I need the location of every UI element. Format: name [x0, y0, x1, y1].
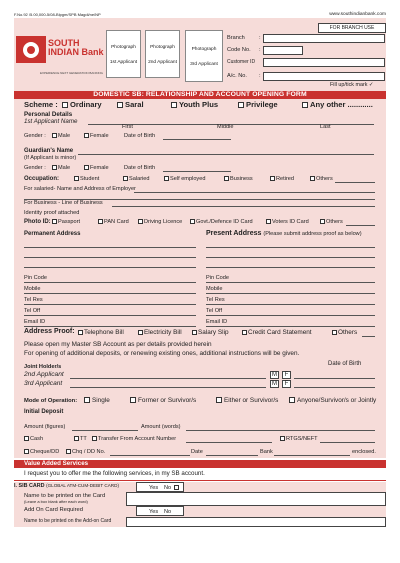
addon-card-no[interactable]: No	[164, 508, 172, 515]
perm-email-input[interactable]	[24, 326, 196, 327]
guardian-note: (If Applicant is minor)	[24, 155, 77, 161]
second-applicant-input[interactable]	[70, 378, 266, 379]
identity-proof-label: Identity proof attached	[24, 210, 80, 216]
guardian-label: Guardian's Name	[24, 148, 74, 154]
permanent-address-label: Permanent Address	[24, 231, 81, 237]
amount-words-label: Amount (words)	[141, 424, 181, 430]
photo-id-driving-licence[interactable]: Driving Licence	[138, 219, 182, 225]
present-address-line-1[interactable]	[206, 247, 375, 248]
deposit-cheque[interactable]: Cheque/DD	[24, 449, 59, 455]
addon-name-label: Name to be printed on the Add-on Card	[24, 518, 112, 524]
pres-tel-res-input[interactable]	[206, 304, 375, 305]
permanent-address-line-2[interactable]	[24, 257, 196, 258]
deposit-cash[interactable]: Cash	[24, 436, 43, 442]
chq-bank-label: Bank	[260, 449, 273, 455]
photo-applicant: 2nd Applicant	[148, 60, 177, 65]
branch-input[interactable]	[263, 34, 385, 43]
photo-box-1[interactable]	[106, 30, 141, 78]
sib-card-no-checkbox[interactable]	[174, 485, 179, 490]
chq-date-label: Date	[191, 449, 203, 455]
operation-anyone-jointly[interactable]: Anyone/Survivor/s or Jointly	[289, 397, 376, 404]
pres-email-input[interactable]	[206, 326, 375, 327]
addon-card-label: Add On Card Required	[24, 507, 83, 513]
occupation-self-employed[interactable]: Self employed	[164, 176, 205, 182]
photo-label: Photograph	[111, 45, 136, 50]
address-proof-credit-card[interactable]: Credit Card Statement	[242, 329, 312, 336]
perm-mobile-input[interactable]	[24, 293, 196, 294]
sib-card-yes-no	[136, 482, 184, 492]
name-on-card-input[interactable]	[126, 492, 386, 506]
photo-applicant: 3rd Applicant	[190, 62, 218, 67]
occupation-student[interactable]: Student	[74, 176, 99, 182]
photo-id-label: Photo ID:	[24, 219, 51, 225]
address-proof-others[interactable]: Others	[332, 329, 357, 336]
pres-tel-off-input[interactable]	[206, 315, 375, 316]
third-applicant-f[interactable]: F	[282, 380, 291, 388]
fill-up-note: Fill up/tick mark ✓	[330, 82, 374, 88]
amount-figures-input[interactable]	[72, 430, 138, 431]
pres-mobile-input[interactable]	[206, 293, 375, 294]
guardian-gender-male[interactable]: Male	[52, 165, 70, 171]
name-first-label: First	[122, 124, 133, 130]
form-title: DOMESTIC SB: RELATIONSHIP AND ACCOUNT OPENING FORM	[14, 91, 386, 99]
name-on-card-label: Name to be printed on the Card	[24, 493, 106, 499]
guardian-gender-female[interactable]: Female	[84, 165, 109, 171]
rtgs-input[interactable]	[320, 442, 375, 443]
name-on-card-note: (Leave a box blank after each word)	[24, 499, 88, 504]
chq-bank-input[interactable]	[274, 455, 350, 456]
branch-label: Branch	[227, 35, 245, 41]
occupation-business[interactable]: Business	[224, 176, 253, 182]
employer-label: For salaried- Name and Address of Employer	[24, 186, 136, 192]
pres-tel-off-label: Tel Off	[206, 308, 223, 314]
perm-tel-res-label: Tel Res	[24, 297, 43, 303]
customer-id-input[interactable]	[263, 58, 385, 67]
present-address-line-2[interactable]	[206, 257, 375, 258]
customer-id-label: Customer ID	[227, 59, 256, 65]
photo-box-2[interactable]	[145, 30, 180, 78]
third-applicant-dob-input[interactable]	[294, 387, 375, 388]
chq-date-input[interactable]	[206, 455, 258, 456]
deposit-tt[interactable]: TT	[74, 436, 87, 442]
account-no-input[interactable]	[263, 72, 385, 81]
additional-deposit-note: For opening of additional deposits, or renewing existing ones, additional instructions will be given.	[24, 350, 300, 357]
guardian-gender-label: Gender :	[24, 165, 46, 171]
address-proof-others-input[interactable]	[362, 336, 375, 337]
first-applicant-label: 1st Applicant Name	[24, 118, 78, 125]
photo-id-others[interactable]: Others	[320, 219, 343, 225]
sib-card-label: I. SIB CARD (GLOBAL ATM-CUM-DEBIT CARD)	[14, 483, 119, 489]
permanent-address-line-1[interactable]	[24, 247, 196, 248]
pres-email-label: Email ID	[206, 319, 228, 325]
mode-of-operation-label: Mode of Operation:	[24, 398, 78, 404]
transfer-account-input[interactable]	[186, 442, 272, 443]
second-applicant-m[interactable]: M	[272, 372, 277, 378]
amount-figures-label: Amount (figures)	[24, 424, 66, 430]
present-address-label: Present Address (Please submit address proof as below)	[206, 230, 362, 237]
name-last-label: Last	[320, 124, 331, 130]
business-input[interactable]	[112, 206, 375, 207]
form-code: F.No.92 /5.00,000-5/08-Blpgm/SPB Magdi/ne/NP	[14, 12, 101, 17]
vas-separator	[14, 480, 386, 481]
code-no-input[interactable]	[263, 46, 303, 55]
present-address-note: (Please submit address proof as below)	[263, 231, 362, 237]
gender-label: Gender :	[24, 133, 46, 139]
photo-id-pan-card[interactable]: PAN Card	[98, 219, 129, 225]
sib-card-no[interactable]: No	[164, 484, 172, 491]
scheme-youth-plus[interactable]: Youth Plus	[171, 100, 218, 109]
addon-card-yes-no	[136, 506, 184, 516]
employer-input-1[interactable]	[134, 192, 375, 193]
joint-holders-heading: Joint Holder/s	[24, 364, 62, 370]
present-address-line-3[interactable]	[206, 267, 375, 268]
deposit-transfer[interactable]: Transfer From Account Number	[92, 436, 176, 442]
photo-label: Photograph	[150, 45, 175, 50]
vas-note: I request you to offer me the following services, in my SB account.	[24, 470, 205, 477]
second-applicant-label: 2nd Applicant	[24, 371, 64, 378]
photo-box-3[interactable]	[185, 30, 223, 82]
guardian-name-input[interactable]	[78, 154, 374, 155]
sib-card-note: (GLOBAL ATM-CUM-DEBIT CARD)	[46, 483, 119, 488]
addon-card-yes[interactable]: Yes	[149, 508, 159, 515]
perm-pin-label: Pin Code	[24, 275, 48, 281]
occupation-retired[interactable]: Retired	[270, 176, 294, 182]
personal-details-heading: Personal Details	[24, 111, 73, 118]
code-no-label: Code No.	[227, 47, 251, 53]
third-applicant-m[interactable]: M	[272, 381, 277, 387]
addon-name-input[interactable]	[126, 517, 386, 527]
address-proof-label: Address Proof:	[24, 328, 75, 335]
scheme-row	[24, 100, 58, 109]
perm-tel-res-input[interactable]	[24, 304, 196, 305]
deposit-rtgs[interactable]: RTGS/NEFT	[280, 436, 318, 442]
sib-card-yes[interactable]: Yes	[149, 484, 159, 491]
third-applicant-label: 3rd Applicant	[24, 380, 63, 387]
enclosed-label: enclosed.	[352, 449, 376, 455]
bank-logo: SOUTH INDIAN Bank	[48, 38, 104, 57]
for-branch-use-label: FOR BRANCH USE	[318, 23, 386, 33]
second-applicant-f[interactable]: F	[282, 371, 291, 379]
second-applicant-dob-input[interactable]	[294, 378, 375, 379]
business-label: For Business - Line of Business	[24, 200, 103, 206]
scheme-saral[interactable]: Saral	[117, 100, 144, 109]
perm-email-label: Email ID	[24, 319, 46, 325]
name-middle-label: Middle	[217, 124, 234, 130]
address-proof-telephone[interactable]: Telephone Bill	[78, 329, 124, 336]
pres-pin-label: Pin Code	[206, 275, 230, 281]
joint-dob-label: Date of Birth	[328, 361, 362, 367]
gender-male[interactable]: Male	[52, 133, 70, 139]
initial-deposit-heading: Initial Deposit	[24, 409, 64, 415]
third-applicant-input[interactable]	[70, 387, 266, 388]
permanent-address-line-3[interactable]	[24, 267, 196, 268]
scheme-label: Scheme :	[24, 100, 58, 109]
photo-id-govt-defence[interactable]: Govt./Defence ID Card	[190, 219, 253, 225]
website-url: www.southindianbank.com	[329, 12, 386, 17]
occupation-others[interactable]: Others	[310, 176, 333, 182]
guardian-dob-input[interactable]	[163, 171, 231, 172]
address-proof-salary-slip[interactable]: Salary Slip	[192, 329, 229, 336]
photo-applicant: 1st Applicant	[109, 60, 138, 65]
deposit-chq-no[interactable]: Chq / DD No.	[66, 449, 105, 455]
bank-logo-mark	[16, 36, 46, 63]
value-added-services-heading: Value Added Services	[14, 460, 386, 468]
scheme-privilege[interactable]: Privilege	[238, 100, 278, 109]
photo-id-others-input[interactable]	[346, 225, 375, 226]
occupation-label: Occupation:	[24, 176, 60, 182]
photo-id-voters[interactable]: Voters ID Card	[266, 219, 309, 225]
scheme-any-other[interactable]: Any other ............	[302, 100, 373, 109]
chq-no-input[interactable]	[110, 455, 190, 456]
account-no-label: A/c. No.	[227, 73, 247, 79]
scheme-ordinary[interactable]: Ordinary	[62, 100, 102, 109]
perm-pin-input[interactable]	[24, 282, 196, 283]
open-account-note: Please open my Master SB Account as per details provided herein	[24, 341, 212, 348]
pres-mobile-label: Mobile	[206, 286, 223, 292]
address-proof-electricity[interactable]: Electricity Bill	[138, 329, 182, 336]
occupation-others-input[interactable]	[335, 182, 375, 183]
bank-tagline: EXPERIENCE NEXT GENERATION BANKING	[40, 71, 103, 75]
perm-tel-off-input[interactable]	[24, 315, 196, 316]
operation-either-survivor[interactable]: Either or Survivor/s	[216, 397, 278, 404]
gender-female[interactable]: Female	[84, 133, 109, 139]
pres-tel-res-label: Tel Res	[206, 297, 225, 303]
dob-label: Date of Birth	[124, 133, 156, 139]
photo-id-passport[interactable]: Passport	[52, 219, 80, 225]
operation-former-survivor[interactable]: Former or Survivor/s	[130, 397, 196, 404]
amount-words-input[interactable]	[186, 430, 375, 431]
perm-mobile-label: Mobile	[24, 286, 41, 292]
photo-label: Photograph	[191, 47, 217, 52]
guardian-dob-label: Date of Birth	[124, 165, 156, 171]
operation-single[interactable]: Single	[84, 397, 110, 404]
occupation-salaried[interactable]: Salaried	[123, 176, 150, 182]
pres-pin-input[interactable]	[206, 282, 375, 283]
perm-tel-off-label: Tel Off	[24, 308, 41, 314]
dob-input[interactable]	[163, 139, 231, 140]
